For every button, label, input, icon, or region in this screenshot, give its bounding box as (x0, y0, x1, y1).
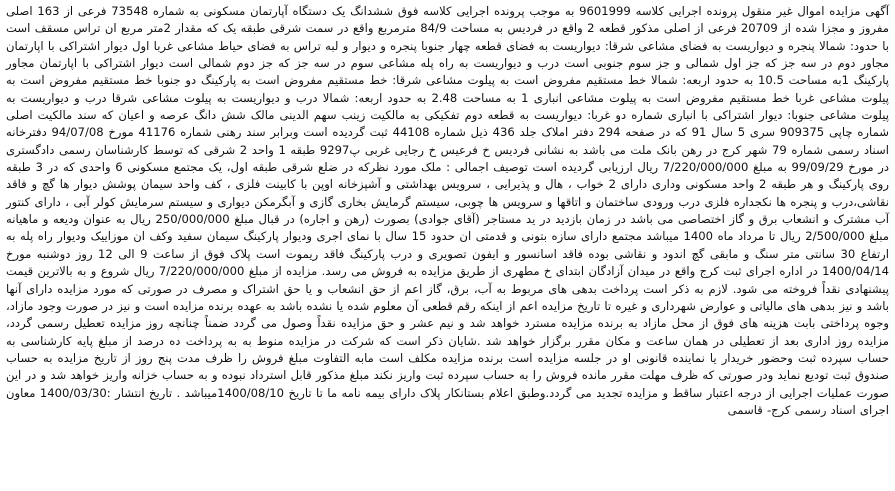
notice-body: آگهی مزایده اموال غیر منقول پرونده اجرایی کلاسه 9601999 به موجب پرونده اجرایی کلاسه فوق ششدانگ یک دستگاه آپارتمان مسکونی به شماره 73548 فرعی از 163 اصلی مفروز و مجزا شده از 20709 فرعی از اصلی مذکور قطعه 2 واقع در فردیس به مساحت 84/9 مترمربع واقع در سمت شرقی طبقه یک که مقدار 2متر مربع ان تراس مسقف است با حدود: شمالا پنجره و دیواریست به فضای مشاعی شرقا: دیواریست به فضای قطعه چهار جنوبا پنجره و دیوار و لبه تراس به فضای حیاط مشاعی غربا اول دیوار اشتراکی با اپارتمان مجاور دوم در سه جز که جز اول شمالی و جز سوم جنوبی است درب و دیواریست به راه پله مشاعی سوم در سه جز که جز دوم شمالی است دیوار اشتراکی با اپارتمان مجاور پارکینگ 1به مساحت 10.5 به حدود اربعه: شمالا خط مستقیم مفروض است به پیلوت مشاعی شرقا: خط مستقیم مفروض است به پارکینگ دو جنوبا خط مستقیم مفروض است به پیلوت مشاعی غربا خط مستقیم مفروض است به پیلوت مشاعی انباری 1 به مساحت 2.48 به حدود اربعه: شمالا درب و دیواریست به پیلوت مشاعی شرقا درب و دیواریست به پیلوت مشاعی جنوبا: دیوار اشتراکی با انباری شماره دو غربا: دیواریست به قطعه دوم تفکیکی به مالکیت زینب سهم الدینی مالک شش دانگ عرصه و اعیان که سند مالکیت اصلی شماره چاپی 909375 سری 5 سال 91 که در صفحه 294 دفتر املاک جلد 436 ذیل شماره 44108 ثبت گردیده است وبرابر سند رهنی شماره 41176 مورخ 94/07/08 دفترخانه اسناد رسمی شماره 79 شهر کرج در رهن بانک ملت می باشد به نشانی فردیس خ فرعیس خ رجایی غربی پ9297 طبقه 1 واحد 2 شرقی که توسط کارشناسان رسمی دادگستری در مورخ 99/09/29 به مبلغ 7/220/000/000 ریال ارزیابی گردیده است توصیف اجمالی : ملک مورد نظرکه در ضلع شرقی طبقه اول، یک مجتمع مسکونی 6 واحدی که در 3 طبقه روی پارکینگ و هر طبقه 2 واحد مسکونی وداری دارای 2 خواب ، هال و پذیرایی ، سرویس بهداشتی و آشپزخانه اوپن با کابینت فلزی ، کف واحد سیمان پوشش دیوار ها گچ و فاقد نقاشی،درب و پنجره ها نکجداره فلزی درب ورودی ساختمان و اتاقها و سرویس ها چوبی، سیستم گرمایش بخاری گازی و آبگرمکن دیواری و سیستم سرمایش کولر آبی ، دارای کنتور آب مشترک و انشعاب برق و گاز اختصاصی می باشد در زمان بازدید در ید مستاجر (آقای جوادی) بصورت (رهن و اجاره) در قبال مبلغ 250/000/000 ریال به عنوان ودیعه و ماهیانه مبلغ 2/500/000 ریال تا مرداد ماه 1400 میباشد مجتمع دارای سازه بتونی و قدمتی ان حدود 15 سال با نمای اجری ودیوار پارکینگ سیمان سفید وکف ان موزاییک ودیوار راه پله به ارتفاع 30 سانتی متر سنگ و مابقی گچ اندود و نقاشی بوده فاقد اسانسور و ایفون تصویری و درب پارکینگ فاقد ریموت است پلاک فوق از ساعت 9 الی 12 روز دوشنبه مورخ 1400/04/14 در اداره اجرای ثبت کرج واقع در میدان آزادگان ابتدای خ مطهری از طریق مزایده به فروش می رسد. مزایده از مبلغ 7/220/000/000 ریال شروع و به بالاترین قیمت پیشنهادی نقداً فروخته می شود. لازم به ذکر است پرداخت بدهی های مربوط به آب، برق، گاز اعم از حق انشعاب و یا حق اشتراک و مصرف در صورتی که مورد مزایده دارای آنها باشد و نیز بدهی های مالیاتی و عوارض شهرداری و غیره تا تاریخ مزایده اعم از اینکه رقم قطعی آن معلوم شده یا نشده باشد به عهده برنده مزایده است و نیز در صورت وجود مازاد، وجوه پرداختی بابت هزینه های فوق از محل مازاد به برنده مزایده مسترد خواهد شد و نیم عشر و حق مزایده نقداً وصول می گردد ضمناً چنانچه روز مزایده تعطیل رسمی گردد، مزایده روز اداری بعد از تعطیلی در همان ساعت و مکان مقرر برگزار خواهد شد .شایان ذکر است که شرکت در مزایده منوط به به پرداخت ده درصد از مبلغ پایه کارشناسی به حساب سپرده ثبت وحضور خریدار یا نماینده قانونی او در جلسه مزایده است برنده مزایده مکلف است مابه التفاوت مبلغ فروش را ظرف مدت پنج روز از تاریخ مزایده به حساب صندوق ثبت تودیع نماید ودر صورتی که ظرف مهلت مقرر مانده فروش را به حساب سپرده ثبت واریز نکند مبلغ مذکور قابل استرداد نبوده و به حساب خزانه واریز خواهد شد و در این صورت عملیات اجرایی از درجه اعتبار ساقط و مزایده تجدید می گردد.وطبق اعلام بستانکار پلاک دارای بیمه نامه ما تا تاریخ 1400/08/10میباشد . تاریخ انتشار :1400/03/30 معاون اجرای اسناد رسمی کرج- قاسمی (6, 4, 890, 417)
